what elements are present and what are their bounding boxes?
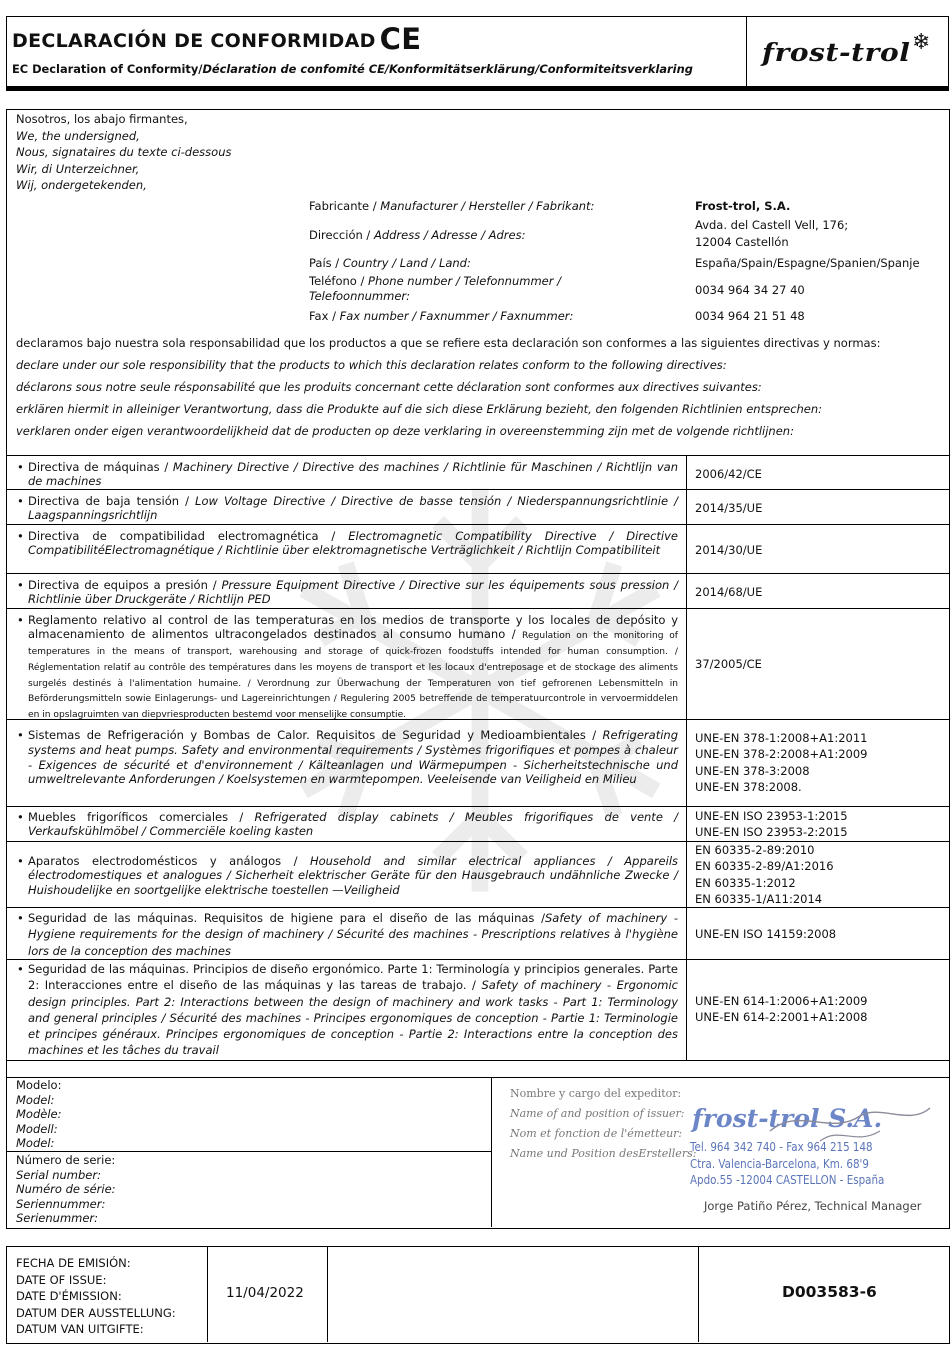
document-title: DECLARACIÓN DE CONFORMIDAD CE: [12, 22, 422, 56]
stamp-logo: frost-trol S.A.: [692, 1104, 883, 1133]
address-value: Avda. del Castell Vell, 176; 12004 Castellón: [695, 218, 849, 249]
directive-code: UNE-EN ISO 14159:2008: [695, 927, 837, 941]
directive-row: • Seguridad de las máquinas. Principios de diseño ergonómico. Parte 1: Terminología y principios generales. Parte 2: Interacciones entre el diseño de las máquinas y las tareas de trabajo. / Safety of machinery - Ergonomic design principles. Part 2: Interactions between the design of machinery and work tasks - Part 1: Terminology and general principles / Sécurité des machines - Principes ergonomiques de conception - Partie 1: Terminologie et principes généraux. Principes ergonomiques de conception - Partie 2: Interactions entre la conception des machines et les tâches du travail: [17, 962, 678, 1058]
intro-line: Nosotros, los abajo firmantes,: [16, 112, 188, 126]
footer-rule: [207, 1246, 208, 1342]
intro-line: We, the undersigned,: [16, 128, 140, 143]
directive-code: 37/2005/CE: [695, 657, 762, 671]
section-rule: [6, 1077, 949, 1078]
declaration-en: declare under our sole responsibility that the products to which this declaration relates conform to the following directives:: [16, 358, 727, 372]
table-rule: [6, 959, 949, 960]
section-rule: [6, 1151, 491, 1152]
issuer-name: Jorge Patiño Pérez, Technical Manager: [704, 1199, 922, 1213]
directive-code: 2014/30/UE: [695, 543, 763, 557]
directive-row: • Directiva de baja tensión / Low Voltage Directive / Directive de basse tensión / Niederspannungsrichtlinie / Laagspanningsrichtlijn: [17, 494, 678, 523]
directive-code-list: UNE-EN ISO 23953-1:2015 UNE-EN ISO 23953-2:2015: [695, 809, 848, 840]
model-field: Modelo: Model: Modèle: Modell: Model:: [16, 1078, 62, 1151]
table-rule: [6, 573, 949, 574]
signature-mark: [760, 1096, 940, 1156]
directive-row: • Directiva de máquinas / Machinery Directive / Directive des machines / Richtlinie für Maschinen / Richtlijn van de machines: [17, 460, 678, 489]
table-rule: [6, 524, 949, 525]
issue-date-label: FECHA DE EMISIÓN: DATE OF ISSUE: DATE D'ÉMISSION: DATUM DER AUSSTELLUNG: DATUM VAN UITGIFTE:: [16, 1256, 176, 1336]
ce-mark: CE: [379, 22, 422, 56]
serial-field: Número de serie: Serial number: Numéro de série: Seriennummer: Serienummer:: [16, 1153, 116, 1226]
directive-row: • Sistemas de Refrigeración y Bombas de Calor. Requisitos de Seguridad y Medioambientales / Refrigerating systems and heat pumps. Safety and environmental requirements / Systèmes frigorifiques et pompes à chaleur - Exigences de sécurité et d'environnement / Kälteanlagen und Wärmepumpen - Sicherheitstechnische und umweltrelevante Anforderungen / Koelsystemen en warmtepompen. Veeleisende van Veiligheid en Milieu: [17, 728, 678, 787]
fax-value: 0034 964 21 51 48: [695, 309, 805, 323]
declaration-nl: verklaren onder eigen verantwoordelijkheid dat de producten op deze verklaring in overeenstemming zijn met de volgende richtlijnen:: [16, 424, 794, 438]
phone-label: Teléfono / Phone number / Telefonnummer / Telefoonnummer:: [309, 274, 561, 303]
table-rule: [6, 1060, 949, 1061]
header-divider: [746, 16, 747, 86]
directive-row: • Directiva de equipos a presión / Pressure Equipment Directive / Directive sur les équipements sous pression / Richtlinie über Druckgeräte / Richtlijn PED: [17, 578, 678, 607]
table-column-rule: [686, 455, 687, 1060]
directive-row: • Directiva de compatibilidad electromagnética / Electromagnetic Compatibility Directive / Directive CompatibilitéElectromagnétique / Richtlinie über elektromagnetische Verträglichkeit / Richtlijn Compatibiliteit: [17, 529, 678, 558]
directive-row: • Reglamento relativo al control de las temperaturas en los medios de transporte y los locales de depósito y almacenamiento de alimentos ultracongelados destinados al consumo humano / Regulation on the monitoring of temperatures in the means of transport, warehousing and storage of quick-frozen foodstuffs intended for human consumption. / Réglementation relatif au contrôle des températures dans les moyens de transport et les locaux d'entreposage et de stockage des aliments surgelés destinés à l'alimentation humaine. / Verordnung zur Überwachung der Temperaturen von tief gefrorenen Lebensmitteln in Beförderungsmitteln sowie Einlagerungs- und Lagereinrichtungen / Regulering 2005 betreffende de temperatuurcontrole in vervoermiddelen en in opslagruimten van diepvriesproducten bestemd voor menselijke consumptie.: [17, 613, 679, 721]
declaration-de: erklären hiermit in alleiniger Verantwortung, dass die Produkte auf die sich diese Erklärung bezieht, den folgenden Richtlinien entsprechen:: [16, 402, 823, 416]
footer-rule: [698, 1246, 699, 1342]
document-number: D003583-6: [782, 1283, 877, 1301]
table-rule: [6, 489, 949, 490]
company-logo: frost-trol: [762, 38, 911, 67]
country-value: España/Spain/Espagne/Spanien/Spanje: [695, 256, 920, 270]
table-rule: [6, 455, 949, 456]
directive-row: • Seguridad de las máquinas. Requisitos de higiene para el diseño de las máquinas /Safety of machinery - Hygiene requirements for the design of machinery / Sécurité des machines - Prescriptions relatives à l'hygiène lors de la conception des machines: [17, 911, 678, 958]
section-column-rule: [491, 1077, 492, 1227]
header-rule: [6, 86, 949, 91]
directive-code-list: UNE-EN 614-1:2006+A1:2009 UNE-EN 614-2:2001+A1:2008: [695, 994, 868, 1025]
country-label: País / Country / Land / Land:: [309, 256, 471, 270]
intro-line: Wij, ondergetekenden,: [16, 178, 147, 192]
manufacturer-value: Frost-trol, S.A.: [695, 199, 791, 213]
directive-row: • Muebles frigoríficos comerciales / Refrigerated display cabinets / Meubles frigorifiques de vente / Verkaufskühlmöbel / Commerciële koeling kasten: [17, 810, 679, 839]
directive-code: 2014/68/UE: [695, 585, 763, 599]
snowflake-icon: ❄: [912, 30, 931, 55]
phone-value: 0034 964 34 27 40: [695, 283, 805, 297]
document-subtitle: EC Declaration of Conformity/Déclaration de confomité CE/Konformitätserklärung/Conformiteitsverklaring: [12, 62, 693, 76]
issuer-labels: Nombre y cargo del expeditor: Name of and position of issuer: Nom et fonction de l'émetteur: Name und Position desErstellers:: [510, 1087, 697, 1160]
intro-line: Nous, signataires du texte ci-dessous: [16, 145, 232, 159]
declaration-es: declaramos bajo nuestra sola responsabilidad que los productos a que se refiere esta declaración son conformes a las siguientes directivas y normas:: [16, 336, 881, 350]
directive-row: • Aparatos electrodomésticos y análogos / Household and similar electrical appliances / Appareils électrodomestiques et analogues / Sicherheit elektrischer Geräte für den Hausgebrauch undähnliche Zwecke / Huishoudelijke en soortgelijke elektrische toestellen —Veiligheid: [17, 854, 679, 897]
fax-label: Fax / Fax number / Faxnummer / Faxnummer:: [309, 309, 574, 323]
intro-block: [16, 111, 231, 194]
table-rule: [6, 608, 949, 609]
directive-code-list: EN 60335-2-89:2010 EN 60335-2-89/A1:2016 EN 60335-1:2012 EN 60335-1/A11:2014: [695, 843, 834, 907]
issue-date-value: 11/04/2022: [226, 1285, 304, 1301]
intro-line: Wir, di Unterzeichner,: [16, 161, 140, 176]
footer-rule: [327, 1246, 328, 1342]
address-label: Dirección / Address / Adresse / Adres:: [309, 228, 526, 242]
declaration-fr: déclarons sous notre seule résponsabilité que les produits concernant cette déclaration sont conformes aux directives suivantes:: [16, 380, 762, 394]
directive-code: 2006/42/CE: [695, 467, 762, 481]
directive-code: 2014/35/UE: [695, 501, 763, 515]
manufacturer-label: Fabricante / Manufacturer / Hersteller / Fabrikant:: [309, 199, 595, 213]
company-stamp: frost-trol S.A. Tel. 964 342 740 - Fax 964 215 148 Ctra. Valencia-Barcelona, Km. 68'9 Apdo.55 -12004 CASTELLON - España: [690, 1104, 885, 1187]
directive-code-list: UNE-EN 378-1:2008+A1:2011 UNE-EN 378-2:2008+A1:2009 UNE-EN 378-3:2008 UNE-EN 378:2008.: [695, 731, 868, 795]
table-rule: [6, 806, 949, 807]
